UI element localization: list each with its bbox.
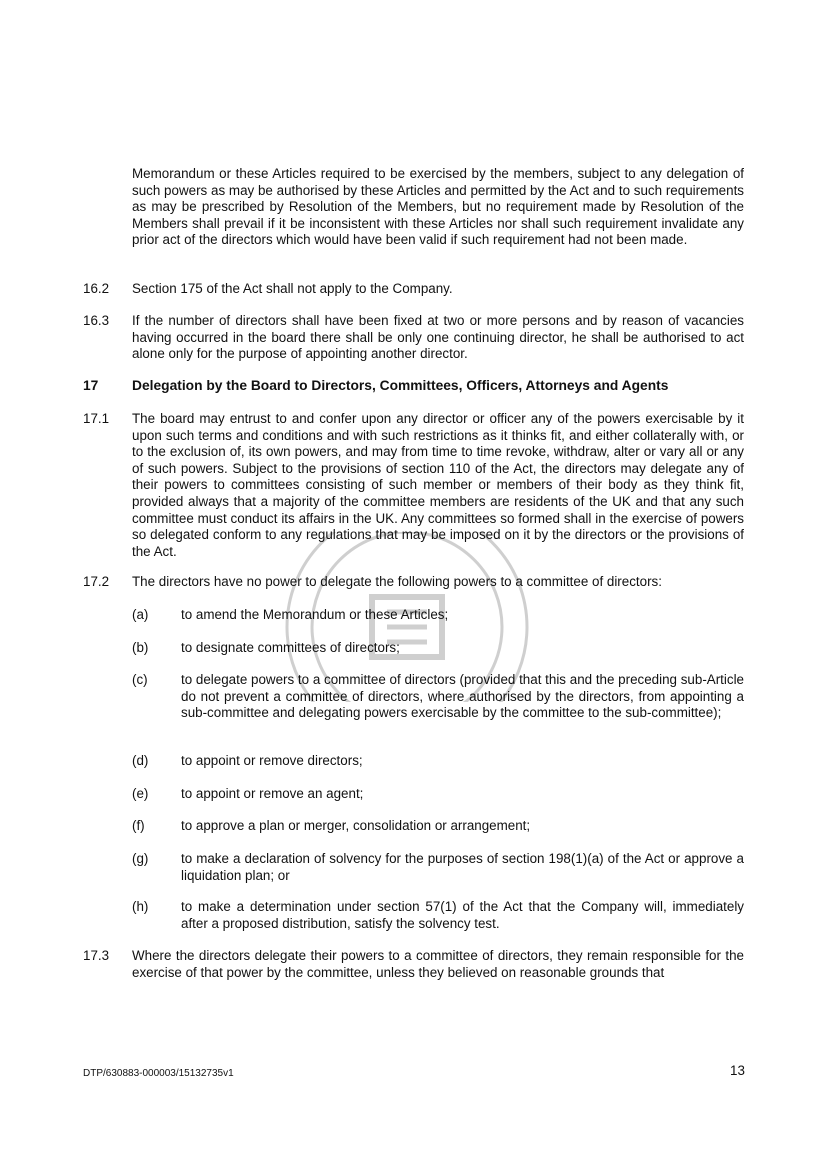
intro-paragraph: Memorandum or these Articles required to be exercised by the members, subject to any delegation of such powers as may be authorised by these Articles and permitted by the Act and to such requirements as may be prescribed by Resolution of the Members, but no requirement made by Resolution of the Members shall prevail if it be inconsistent with these Articles nor shall such requirement invalidate any prior act of the directors which would have been valid if such requirement had not been made. <box>132 166 744 248</box>
subitem-text: to delegate powers to a committee of directors (provided that this and the preceding sub-Article do not prevent a committee of directors, where authorised by the directors, from appointing a sub-committee and delegating powers exercisable by the committee to the sub-committee); <box>181 672 744 721</box>
subitem-text: to designate committees of directors; <box>181 640 400 655</box>
document-reference: DTP/630883-000003/15132735v1 <box>83 1068 234 1079</box>
clause-text: If the number of directors shall have been fixed at two or more persons and by reason of vacancies having occurred in the board there shall be only one continuing director, he shall be authorised to act alone only for the purpose of appointing another director. <box>132 313 744 362</box>
subitem-label: (g) <box>132 851 149 866</box>
subitem-label: (f) <box>132 818 145 833</box>
clause-text: Where the directors delegate their powers to a committee of directors, they remain responsible for the exercise of that power by the committee, unless they believed on reasonable grounds that <box>132 948 744 980</box>
subitem-label: (b) <box>132 640 149 655</box>
subitem-label: (e) <box>132 786 149 801</box>
subitem-label: (a) <box>132 607 149 622</box>
subitem-text: to appoint or remove an agent; <box>181 786 364 801</box>
section-heading-number: 17 <box>83 378 99 393</box>
page-number: 13 <box>730 1063 745 1078</box>
clause-number: 16.3 <box>83 313 110 328</box>
subitem-text: to amend the Memorandum or these Articles; <box>181 607 449 622</box>
subitem-text: to approve a plan or merger, consolidation or arrangement; <box>181 818 531 833</box>
subitem-text: to make a determination under section 57(1) of the Act that the Company will, immediately after a proposed distribution, satisfy the solvency test. <box>181 899 744 931</box>
clause-text: Section 175 of the Act shall not apply to the Company. <box>132 281 453 296</box>
subitem-label: (h) <box>132 899 149 914</box>
clause-number: 17.1 <box>83 411 110 426</box>
subitem-text: to make a declaration of solvency for the purposes of section 198(1)(a) of the Act or approve a liquidation plan; or <box>181 851 744 883</box>
subitem-text: to appoint or remove directors; <box>181 753 363 768</box>
subitem-label: (c) <box>132 672 148 687</box>
clause-number: 17.3 <box>83 948 110 963</box>
clause-text: The board may entrust to and confer upon any director or officer any of the powers exercisable by it upon such terms and conditions and with such restrictions as it thinks fit, and either collaterally with, or to the exclusion of, its own powers, and may from time to time revoke, withdraw, alter or vary all or any of such powers. Subject to the provisions of section 110 of the Act, the directors may delegate any of their powers to committees consisting of such member or members of their body as they think fit, provided always that a majority of the committee members are residents of the UK and that any such committee must conduct its affairs in the UK. Any committees so formed shall in the exercise of powers so delegated conform to any regulations that may be imposed on it by the directors or the provisions of the Act. <box>132 411 744 559</box>
clause-text: The directors have no power to delegate the following powers to a committee of directors: <box>132 574 662 589</box>
section-heading: Delegation by the Board to Directors, Committees, Officers, Attorneys and Agents <box>132 378 669 393</box>
clause-number: 16.2 <box>83 281 110 296</box>
subitem-label: (d) <box>132 753 149 768</box>
clause-number: 17.2 <box>83 574 110 589</box>
